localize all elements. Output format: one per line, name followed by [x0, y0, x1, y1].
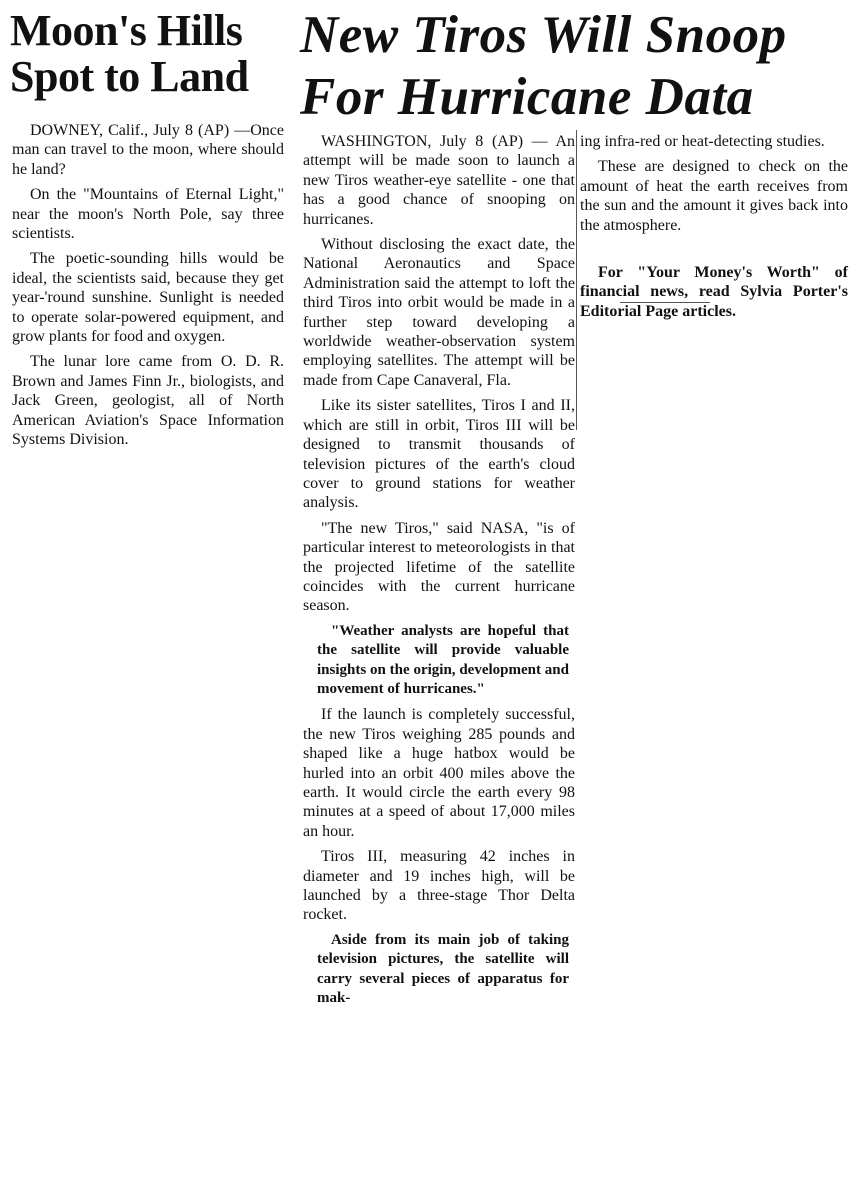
- main-story-paragraph: ing infra-red or heat-detecting studies.: [580, 133, 825, 150]
- left-story-paragraph: The poetic-sounding hills would be ideal, the scientists said, because they get year-'round sunshine. Sunlight is needed to operate solar-powered equipment, and grow plants for food and oxygen.: [12, 250, 284, 346]
- left-headline: Moon's Hills Spot to Land: [10, 6, 249, 101]
- column-divider: [576, 130, 577, 430]
- main-story-paragraph: WASHINGTON, July 8 (AP) — An attempt will be made soon to launch a new Tiros weather-eye satellite - one that has a good chance of snooping on hurricanes.: [303, 133, 575, 228]
- main-story-paragraph: "The new Tiros," said NASA, "is of particular interest to meteorologists in that the projected lifetime of the satellite coincides with the current hurricane season.: [303, 519, 575, 615]
- main-story-paragraph: Like its sister satellites, Tiros I and II, which are still in orbit, Tiros III will be designed to transmit thousands of television pictures of the earth's cloud cover to ground stations for weather analysis.: [303, 397, 575, 512]
- left-story-paragraph: The lunar lore came from O. D. R. Brown and James Finn Jr., biologists, and Jack Green, geologist, all of North American Aviation's Space Information Systems Division.: [12, 353, 284, 449]
- promo-text: For "Your Money's Worth" of financial news, read Sylvia Porter's Editorial Page articles.: [580, 264, 848, 320]
- main-story-quote: "Weather analysts are hopeful that the satellite will provide valuable insights on the origin, development and movement of hurricanes.": [317, 622, 569, 697]
- main-headline: New Tiros Will Snoop For Hurricane Data: [300, 6, 787, 126]
- left-story-column: [12, 121, 284, 456]
- spacer: [580, 241, 848, 263]
- section-rule: [620, 302, 710, 303]
- left-story-paragraph: DOWNEY, Calif., July 8 (AP) —Once man can travel to the moon, where should he land?: [12, 122, 284, 178]
- main-story-paragraph: Without disclosing the exact date, the National Aeronautics and Space Administration said the attempt to loft the third Tiros into orbit would be made in a further step toward developing a worldwide weather-observation system employing satellites. The attempt will be made from Cape Canaveral, Fla.: [303, 236, 575, 389]
- main-story-paragraph: Tiros III, measuring 42 inches in diameter and 19 inches high, will be launched by a three-stage Thor Delta rocket.: [303, 848, 575, 924]
- main-story-paragraph: Aside from its main job of taking television pictures, the satellite will carry several pieces of apparatus for mak-: [317, 931, 569, 1007]
- main-story-column-a: [303, 132, 575, 1014]
- main-story-paragraph: These are designed to check on the amount of heat the earth receives from the sun and the amount it gives back into the atmosphere.: [580, 158, 848, 234]
- main-story-paragraph: If the launch is completely successful, the new Tiros weighing 285 pounds and shaped like a huge hatbox would be hurled into an orbit 400 miles above the earth. It would circle the earth every 98 minutes at a speed of about 17,000 miles an hour.: [303, 706, 575, 840]
- main-story-column-b: [580, 132, 848, 327]
- left-story-paragraph: On the "Mountains of Eternal Light," near the moon's North Pole, say three scientists.: [12, 186, 284, 243]
